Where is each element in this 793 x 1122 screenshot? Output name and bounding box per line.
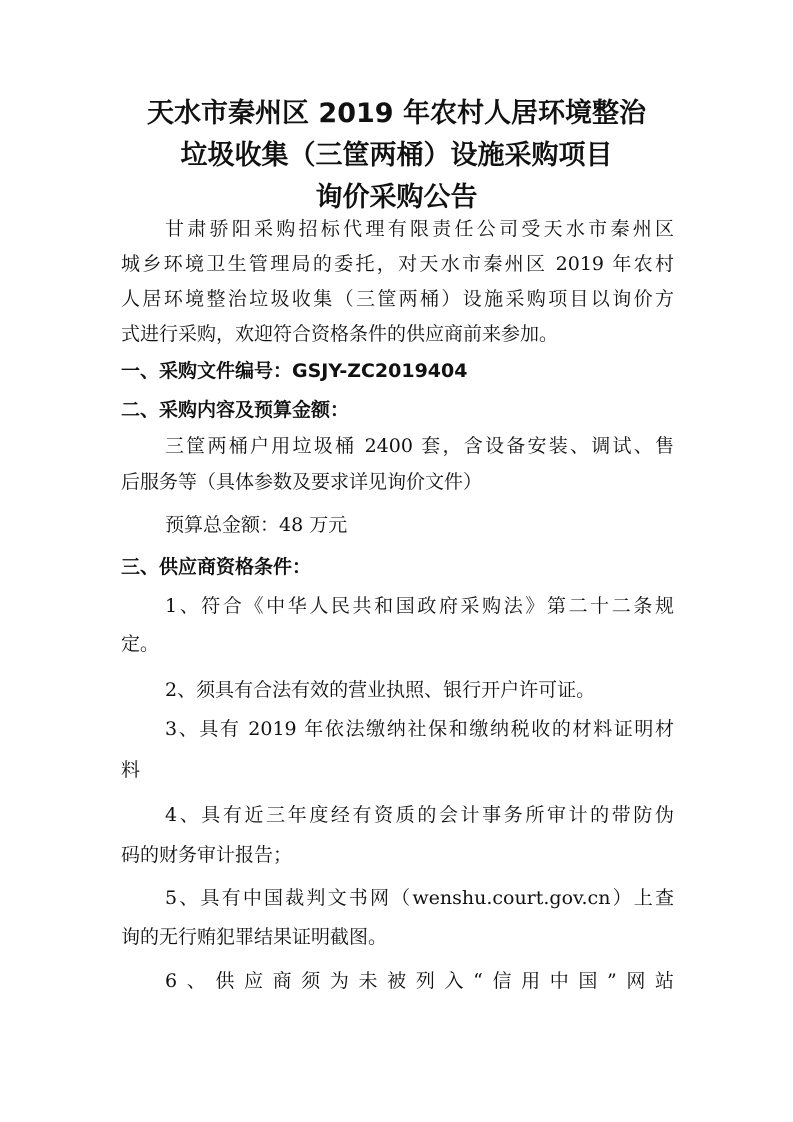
item-1-line-2: 定。 [121,633,160,655]
item-4-line-2: 码的财务审计报告； [121,844,293,866]
intro-line-2: 城乡环境卫生管理局的委托，对天水市秦州区 2019 年农村 [121,253,674,275]
intro-line-1: 甘肃骄阳采购招标代理有限责任公司受天水市秦州区 [165,218,674,240]
item-5-line-1: 5、具有中国裁判文书网（wenshu.court.gov.cn）上查 [165,887,674,909]
intro-line-3: 人居环境整治垃圾收集（三筐两桶）设施采购项目以询价方 [121,288,674,310]
section-3-heading: 三、供应商资格条件： [121,556,312,578]
section-1-heading: 一、采购文件编号：GSJY-ZC2019404 [121,360,468,382]
title-line-2: 垃圾收集（三筐两桶）设施采购项目 [180,140,613,171]
title-line-1: 天水市秦州区 2019 年农村人居环境整治 [147,98,646,129]
title-line-3: 询价采购公告 [315,182,478,213]
intro-line-4: 式进行采购，欢迎符合资格条件的供应商前来参加。 [121,323,559,345]
item-1-line-1: 1、符合《中华人民共和国政府采购法》第二十二条规 [165,595,674,617]
section-2-content-line-2: 后服务等（具体参数及要求详见询价文件） [121,471,483,493]
section-2-heading: 二、采购内容及预算金额： [121,399,350,421]
item-6-line-1: 6、供应商须为未被列入“信用中国”网站 [165,970,674,992]
item-3-line-2: 料 [121,759,141,781]
item-5-line-2: 询的无行贿犯罪结果证明截图。 [121,926,388,948]
section-2-budget: 预算总金额：48 万元 [165,514,348,536]
item-4-line-1: 4、具有近三年度经有资质的会计事务所审计的带防伪 [165,804,674,826]
item-2: 2、须具有合法有效的营业执照、银行开户许可证。 [165,679,596,701]
section-2-content-line-1: 三筐两桶户用垃圾桶 2400 套，含设备安装、调试、售 [165,435,674,457]
item-3-line-1: 3、具有 2019 年依法缴纳社保和缴纳税收的材料证明材 [165,718,674,740]
